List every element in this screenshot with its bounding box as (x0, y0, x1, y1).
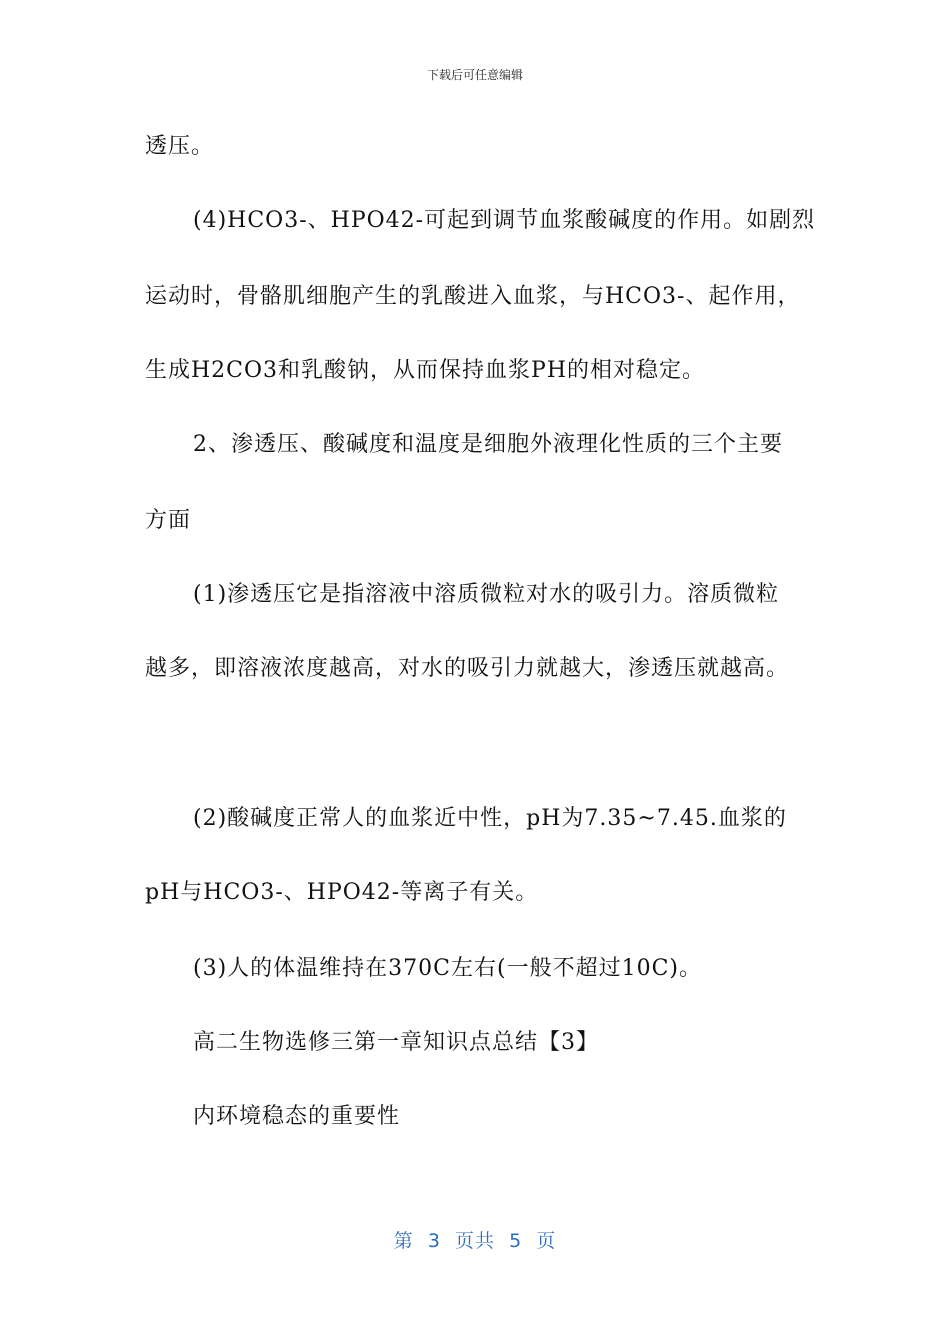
text-line: (3)人的体温维持在370C左右(一般不超过10C)。 (193, 956, 702, 981)
text-line: 运动时，骨骼肌细胞产生的乳酸进入血浆，与HCO3-、起作用， (145, 284, 801, 309)
text-line: 透压。 (145, 134, 215, 159)
text-line: 2、渗透压、酸碱度和温度是细胞外液理化性质的三个主要 (193, 432, 783, 457)
text-line: (1)渗透压它是指溶液中溶质微粒对水的吸引力。溶质微粒 (193, 582, 780, 607)
section-heading: 高二生物选修三第一章知识点总结【3】 (193, 1030, 599, 1055)
text-line: (4)HCO3-、HPO42-可起到调节血浆酸碱度的作用。如剧烈 (193, 208, 816, 233)
text-line: 越多，即溶液浓度越高，对水的吸引力就越大，渗透压就越高。 (145, 656, 790, 681)
text-line: 生成H2CO3和乳酸钠，从而保持血浆PH的相对稳定。 (145, 358, 706, 383)
page-header-note: 下载后可任意编辑 (426, 68, 523, 82)
text-line: (2)酸碱度正常人的血浆近中性，pH为7.35~7.45.血浆的 (193, 806, 787, 831)
text-line: pH与HCO3-、HPO42-等离子有关。 (145, 880, 539, 905)
text-line: 方面 (145, 508, 192, 533)
text-line: 内环境稳态的重要性 (193, 1104, 401, 1129)
page-number-footer: 第 3 页共 5 页 (393, 1230, 557, 1252)
